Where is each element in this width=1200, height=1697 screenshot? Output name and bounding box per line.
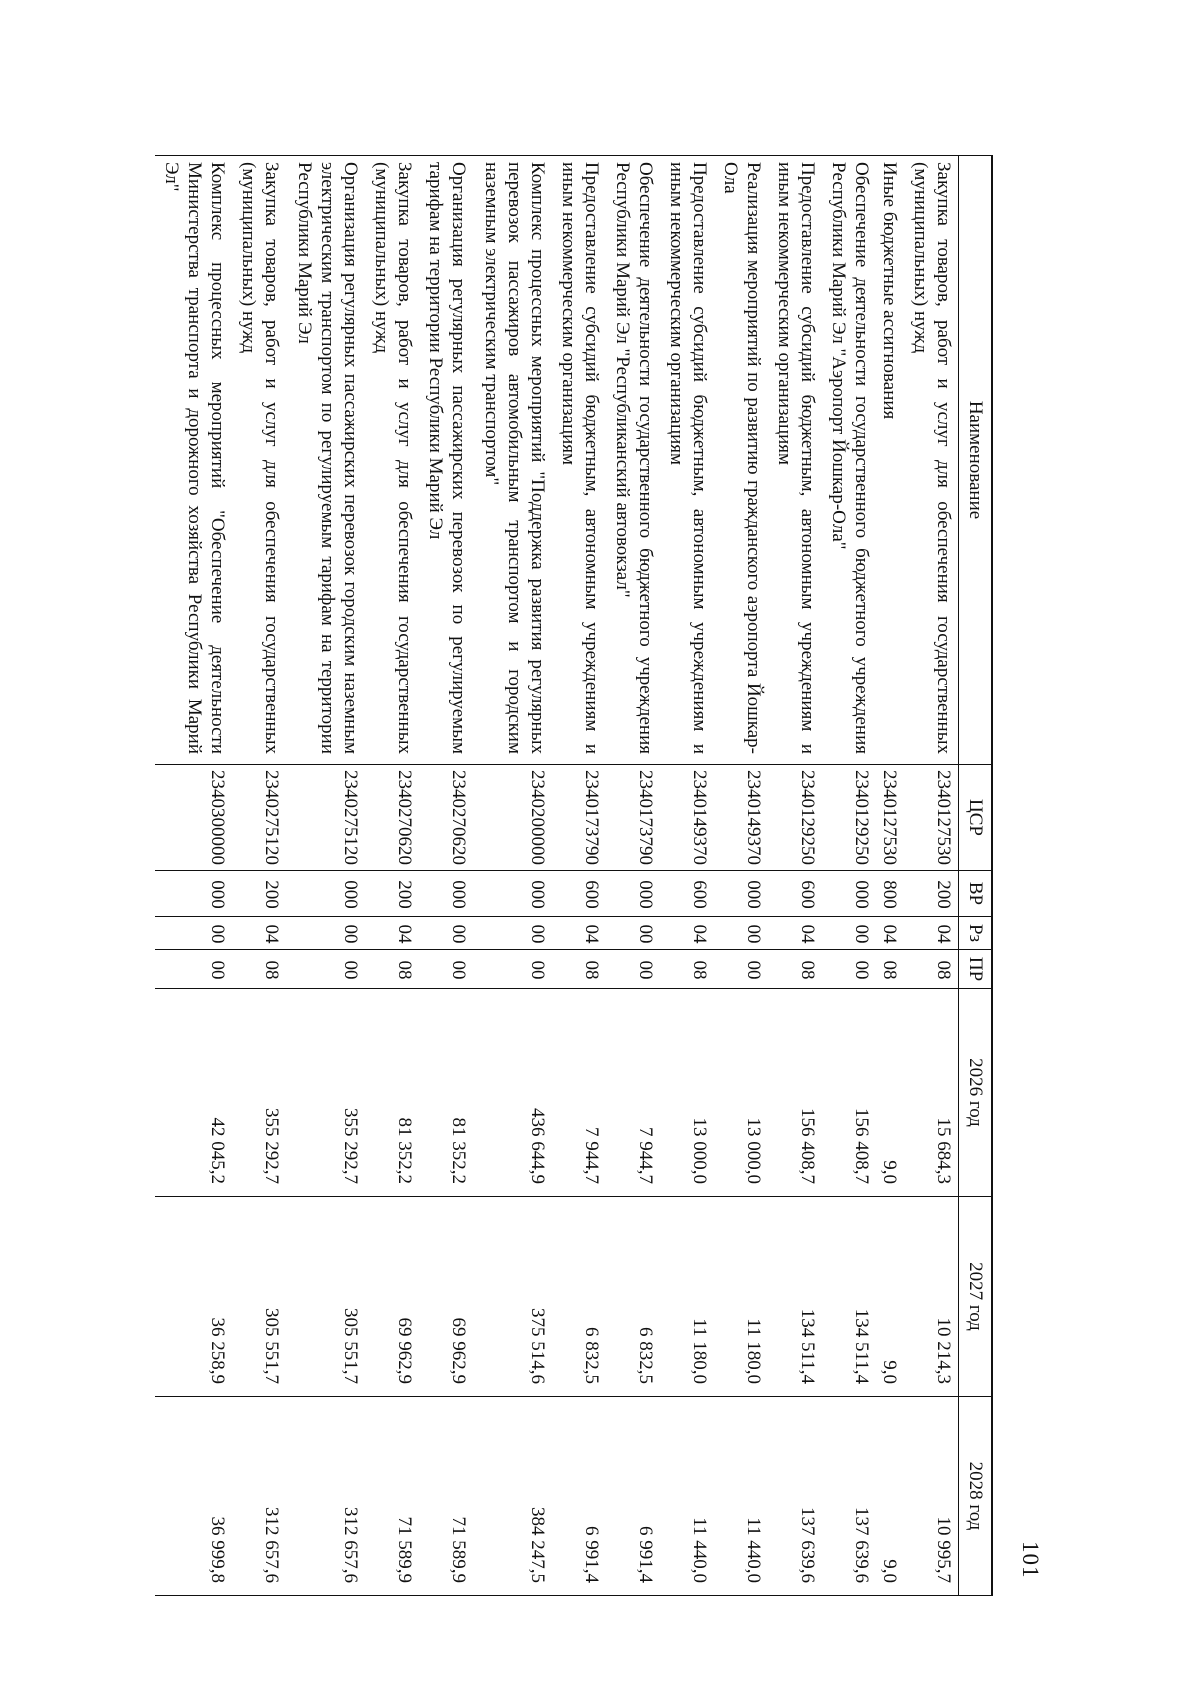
table-row: [876, 156, 904, 1596]
row-vr: 600: [552, 871, 606, 917]
row-name: Закупка товаров, работ и услуг для обеспечения государственных (муниципальных) нужд: [232, 156, 286, 765]
table-header-row: [959, 156, 993, 1596]
row-2026: 81 352,2: [365, 989, 419, 1197]
row-name: Закупка товаров, работ и услуг для обеспечения государственных (муниципальных) нужд: [365, 156, 419, 765]
row-vr: 000: [473, 871, 552, 917]
table-row: [768, 156, 822, 1596]
table-row: [904, 156, 959, 1596]
row-pr: 00: [286, 950, 365, 989]
row-rz: 00: [606, 917, 660, 950]
row-rz: 00: [419, 917, 473, 950]
row-2026: 7 944,7: [552, 989, 606, 1197]
row-pr: 08: [552, 950, 606, 989]
row-name: Предоставление субсидий бюджетным, автономным учреждениям и иным некоммерческим организациям: [552, 156, 606, 765]
header-2027: 2027 год: [959, 1197, 993, 1397]
row-rz: 04: [365, 917, 419, 950]
row-2028: 137 639,6: [768, 1397, 822, 1596]
row-vr: 200: [904, 871, 959, 917]
row-csr: 2340127530: [876, 765, 904, 871]
row-2028: 11 440,0: [660, 1397, 714, 1596]
row-2028: 384 247,5: [473, 1397, 552, 1596]
row-2026: 42 045,2: [155, 989, 232, 1197]
row-pr: 08: [768, 950, 822, 989]
row-name: Организация регулярных пассажирских перевозок городским наземным электрическим транспортом по регулируемым тарифам на территории Республики Марий Эл: [286, 156, 365, 765]
row-2026: 355 292,7: [286, 989, 365, 1197]
table-row: [286, 156, 365, 1596]
page-number: 101: [1018, 1541, 1043, 1579]
row-pr: 00: [822, 950, 876, 989]
row-2028: 6 991,4: [606, 1397, 660, 1596]
header-csr: ЦСР: [959, 765, 993, 871]
row-vr: 000: [419, 871, 473, 917]
header-rz: Рз: [959, 917, 993, 950]
row-name: Комплекс процессных мероприятий "Обеспечение деятельности Министерства транспорта и дорожного хозяйства Республики Марий Эл": [155, 156, 232, 765]
row-name: Предоставление субсидий бюджетным, автономным учреждениям и иным некоммерческим организациям: [768, 156, 822, 765]
row-2028: 11 440,0: [714, 1397, 768, 1596]
row-2028: 6 991,4: [552, 1397, 606, 1596]
row-csr: 2340173790: [552, 765, 606, 871]
row-2027: 6 832,5: [552, 1197, 606, 1397]
row-pr: 00: [473, 950, 552, 989]
row-pr: 08: [660, 950, 714, 989]
table-row: [822, 156, 876, 1596]
row-pr: 08: [904, 950, 959, 989]
row-2028: 312 657,6: [232, 1397, 286, 1596]
row-csr: 2340173790: [606, 765, 660, 871]
table-row: [473, 156, 552, 1596]
row-vr: 200: [365, 871, 419, 917]
row-vr: 000: [822, 871, 876, 917]
row-pr: 00: [606, 950, 660, 989]
row-csr: 2340129250: [768, 765, 822, 871]
row-rz: 00: [714, 917, 768, 950]
row-rz: 00: [286, 917, 365, 950]
row-csr: 2340270620: [365, 765, 419, 871]
row-csr: 2340129250: [822, 765, 876, 871]
row-2026: 9,0: [876, 989, 904, 1197]
row-2026: 156 408,7: [768, 989, 822, 1197]
row-2027: 375 514,6: [473, 1197, 552, 1397]
header-vr: ВР: [959, 871, 993, 917]
row-rz: 00: [473, 917, 552, 950]
row-2027: 11 180,0: [660, 1197, 714, 1397]
budget-table: [155, 155, 993, 1596]
row-vr: 000: [286, 871, 365, 917]
row-name: Обеспечение деятельности государственного бюджетного учреждения Республики Марий Эл "Аэропорт Йошкар-Ола": [822, 156, 876, 765]
header-2026: 2026 год: [959, 989, 993, 1197]
row-csr: 2340300000: [155, 765, 232, 871]
table-row: [419, 156, 473, 1596]
row-name: Закупка товаров, работ и услуг для обеспечения государственных (муниципальных) нужд: [904, 156, 959, 765]
row-pr: 00: [155, 950, 232, 989]
row-rz: 00: [822, 917, 876, 950]
row-2026: 7 944,7: [606, 989, 660, 1197]
row-csr: 2340275120: [232, 765, 286, 871]
row-csr: 2340149370: [714, 765, 768, 871]
row-csr: 2340200000: [473, 765, 552, 871]
row-2028: 9,0: [876, 1397, 904, 1596]
row-name: Предоставление субсидий бюджетным, автономным учреждениям и иным некоммерческим организациям: [660, 156, 714, 765]
table-row: [155, 156, 232, 1596]
table-row: [606, 156, 660, 1596]
row-2026: 355 292,7: [232, 989, 286, 1197]
row-2027: 305 551,7: [286, 1197, 365, 1397]
row-csr: 2340275120: [286, 765, 365, 871]
row-csr: 2340149370: [660, 765, 714, 871]
row-2026: 436 644,9: [473, 989, 552, 1197]
row-2026: 13 000,0: [714, 989, 768, 1197]
row-pr: 00: [714, 950, 768, 989]
row-pr: 08: [876, 950, 904, 989]
row-2028: 71 589,9: [365, 1397, 419, 1596]
row-vr: 000: [155, 871, 232, 917]
table-row: [552, 156, 606, 1596]
row-2026: 156 408,7: [822, 989, 876, 1197]
table-row: [660, 156, 714, 1596]
row-2027: 6 832,5: [606, 1197, 660, 1397]
row-name: Иные бюджетные ассигнования: [876, 156, 904, 765]
row-2027: 36 258,9: [155, 1197, 232, 1397]
row-csr: 2340270620: [419, 765, 473, 871]
row-vr: 600: [660, 871, 714, 917]
table-row: [365, 156, 419, 1596]
row-2027: 69 962,9: [419, 1197, 473, 1397]
row-2027: 9,0: [876, 1197, 904, 1397]
row-vr: 800: [876, 871, 904, 917]
row-name: Организация регулярных пассажирских перевозок по регулируемым тарифам на территории Республики Марий Эл: [419, 156, 473, 765]
row-pr: 08: [232, 950, 286, 989]
row-name: Реализация мероприятий по развитию гражданского аэропорта Йошкар-Ола: [714, 156, 768, 765]
row-2028: 36 999,8: [155, 1397, 232, 1596]
row-vr: 000: [714, 871, 768, 917]
row-2028: 10 995,7: [904, 1397, 959, 1596]
row-2027: 10 214,3: [904, 1197, 959, 1397]
header-pr: ПР: [959, 950, 993, 989]
row-name: Комплекс процессных мероприятий "Поддержка развития регулярных перевозок пассажиров автомобильным транспортом и городским наземным электрическим транспортом": [473, 156, 552, 765]
row-rz: 04: [876, 917, 904, 950]
row-2027: 11 180,0: [714, 1197, 768, 1397]
row-2027: 134 511,4: [822, 1197, 876, 1397]
table-row: [714, 156, 768, 1596]
row-csr: 2340127530: [904, 765, 959, 871]
row-2027: 305 551,7: [232, 1197, 286, 1397]
row-2028: 137 639,6: [822, 1397, 876, 1596]
row-rz: 04: [660, 917, 714, 950]
row-pr: 00: [419, 950, 473, 989]
row-rz: 04: [232, 917, 286, 950]
row-rz: 04: [904, 917, 959, 950]
table-row: [232, 156, 286, 1596]
row-2027: 69 962,9: [365, 1197, 419, 1397]
row-rz: 00: [155, 917, 232, 950]
row-pr: 08: [365, 950, 419, 989]
row-vr: 200: [232, 871, 286, 917]
row-2027: 134 511,4: [768, 1197, 822, 1397]
row-name: Обеспечение деятельности государственного бюджетного учреждения Республики Марий Эл "Республиканский автовокзал": [606, 156, 660, 765]
row-2028: 71 589,9: [419, 1397, 473, 1596]
row-2026: 81 352,2: [419, 989, 473, 1197]
row-2026: 15 684,3: [904, 989, 959, 1197]
row-2028: 312 657,6: [286, 1397, 365, 1596]
row-2026: 13 000,0: [660, 989, 714, 1197]
header-2028: 2028 год: [959, 1397, 993, 1596]
header-name: Наименование: [959, 156, 993, 765]
rotated-page-content: [161, 155, 1055, 1595]
row-rz: 04: [552, 917, 606, 950]
row-vr: 600: [768, 871, 822, 917]
row-rz: 04: [768, 917, 822, 950]
row-vr: 000: [606, 871, 660, 917]
